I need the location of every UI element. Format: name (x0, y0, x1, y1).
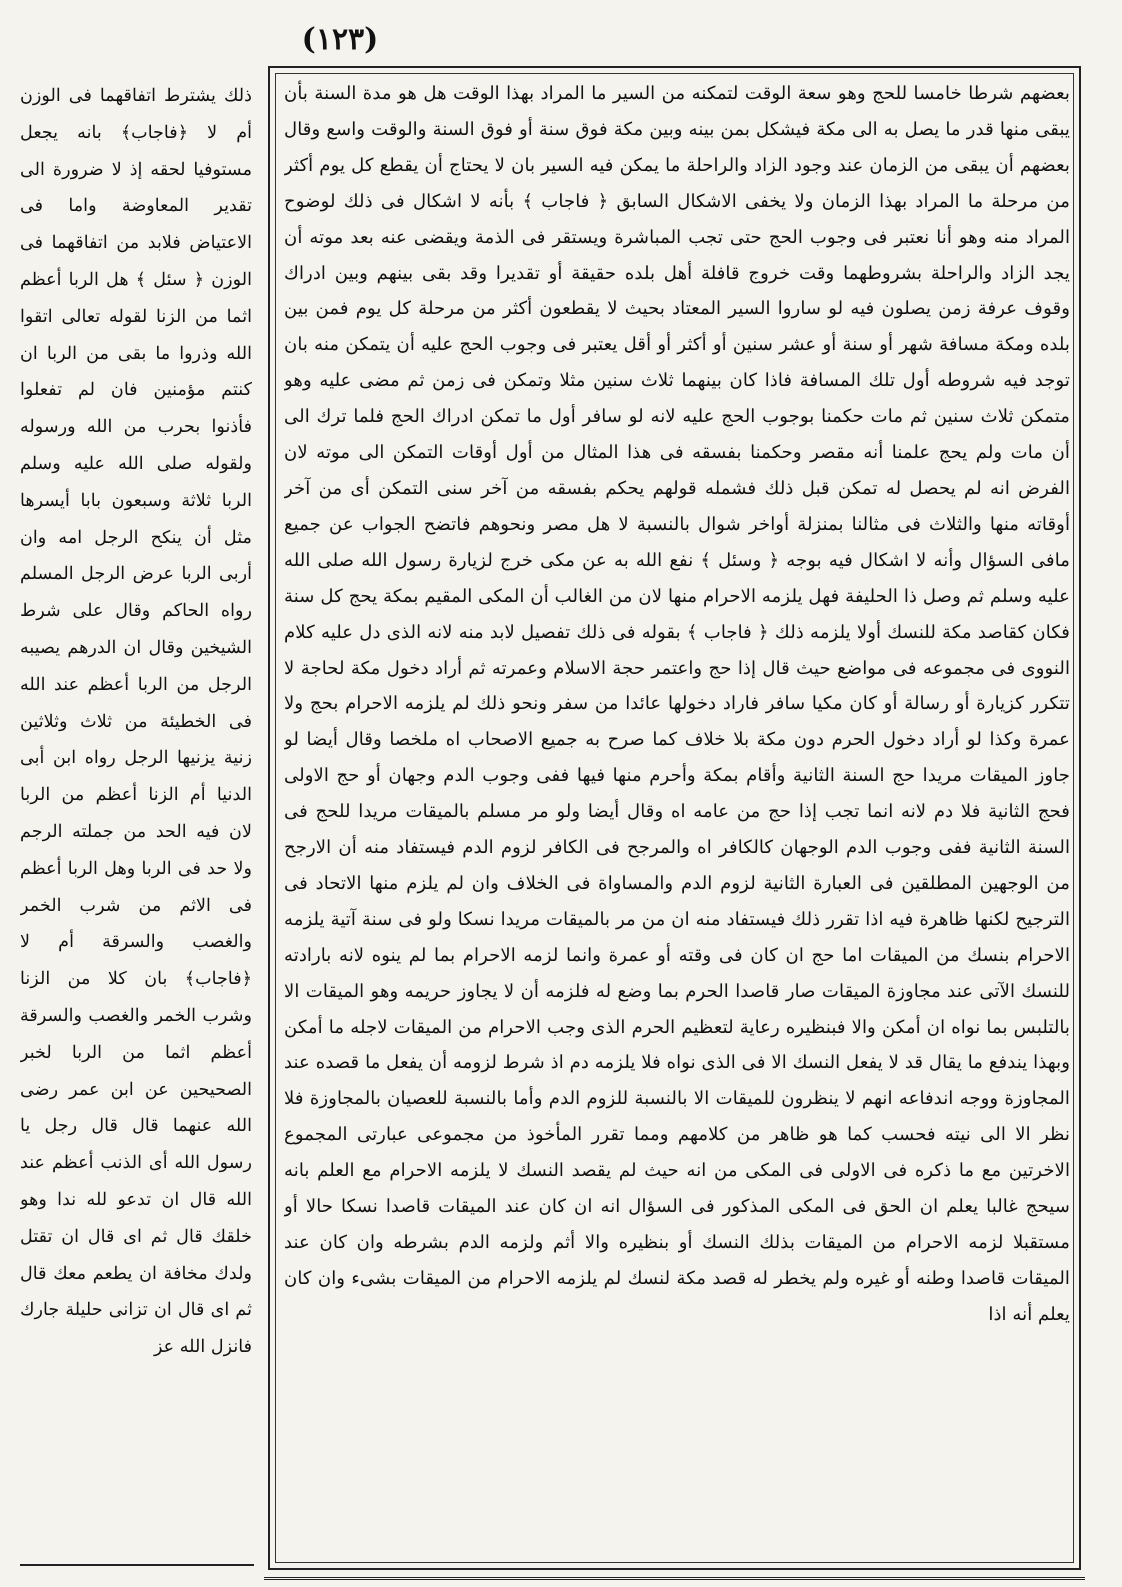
side-column-text: ذلك يشترط اتفاقهما فى الوزن أم لا ﴿فاجاب﴾ بانه يجعل مستوفيا لحقه إذ لا ضرورة الى تقدير المعاوضة واما فى الاعتياض فلابد من اتفاقهما فى الوزن ﴿ سئل ﴾ هل الربا أعظم اثما من الزنا لقوله تعالى اتقوا الله وذروا ما بقى من الربا ان كنتم مؤمنين فان لم تفعلوا فأذنوا بحرب من الله ورسوله ولقوله صلى الله عليه وسلم الربا ثلاثة وسبعون بابا أيسرها مثل أن ينكح الرجل امه وان أربى الربا عرض الرجل المسلم رواه الحاكم وقال على شرط الشيخين وقال ان الدرهم يصيبه الرجل من الربا أعظم عند الله فى الخطيئة من ثلاث وثلاثين زنية يزنيها الرجل رواه ابن أبى الدنيا أم الزنا أعظم من الربا لان فيه الحد من جملته الرجم ولا حد فى الربا وهل الربا أعظم فى الاثم من شرب الخمر والغصب والسرقة أم لا ﴿فاجاب﴾ بان كلا من الزنا وشرب الخمر والغصب والسرقة أعظم اثما من الربا لخبر الصحيحين عن ابن عمر رضى الله عنهما قال قال رجل يا رسول الله أى الذنب أعظم عند الله قال ان تدعو لله ندا وهو خلقك قال ثم اى قال ان تقتل ولدك مخافة ان يطعم معك قال ثم اى قال ان تزانى حليلة جارك فانزل الله عز (20, 86, 252, 1358)
main-column-text: بعضهم شرطا خامسا للحج وهو سعة الوقت لتمكنه من السير ما المراد بهذا الوقت هل هو مدة السنة بأن يبقى منها قدر ما يصل به الى مكة فيشكل بمن بينه وبين مكة فوق سنة أو فوق السنة والوقت واسع وقال بعضهم أن يبقى من الزمان عند وجود الزاد والراحلة ما يمكن فيه السير بان لا يحتاج أن يقطع كل يوم أكثر من مرحلة ما المراد بهذا الزمان ولا يخفى الاشكال السابق ﴿ فاجاب ﴾ بأنه لا اشكال فى ذلك لوضوح المراد منه وهو أنا نعتبر فى وجوب الحج حتى تجب المباشرة ويستقر فى الذمة ويقضى عنه بعد موته أن يجد الزاد والراحلة بشروطهما وقت خروج قافلة أهل بلده حقيقة أو تقديرا وقد بقى بينهم وبين ادراك وقوف عرفة زمن يصلون فيه لو ساروا السير المعتاد بحيث لا يقطعون أكثر من مرحلة كل يوم فمن بين بلده ومكة مسافة شهر أو سنة أو عشر سنين أو أكثر أو أقل يعتبر فى وجوب الحج عليه أن يتمكن منه بان توجد فيه شروطه أول تلك المسافة فاذا كان بينهما ثلاث سنين مثلا وتمكن فى زمن ثم مضى عليه وهو متمكن ثلاث سنين ثم مات حكمنا بوجوب الحج عليه لانه لو سافر أول ما تمكن ادراك الحج فلما ترك الى أن مات ولم يحج علمنا أنه مقصر وحكمنا بفسقه فى هذا المثال من أول أوقات التمكن الى موته لان الفرض انه لم يحصل له تمكن قبل ذلك فشمله قولهم يحكم بفسقه من آخر سنى التمكن أى من آخر أوقاته منها والثلاث فى مثالنا بمنزلة أواخر شوال بالنسبة لا هل مصر ونحوهم فاتضح الجواب عن جميع مافى السؤال وأنه لا اشكال فيه بوجه ﴿ وسئل ﴾ نفع الله به عن مكى خرج لزيارة رسول الله صلى الله عليه وسلم ثم وصل ذا الحليفة فهل يلزمه الاحرام منها لان من الغالب أن المكى المقيم بمكة يحج كل سنة فكان كقاصد مكة للنسك أولا يلزمه ذلك ﴿ فاجاب ﴾ بقوله فى ذلك تفصيل لابد منه لانه الذى دل عليه كلام النووى فى مجموعه فى مواضع حيث قال إذا حج واعتمر حجة الاسلام وعمرته ثم أراد دخول مكة لحاجة لا تتكرر كزيارة أو رسالة أو كان مكيا سافر فاراد دخولها عائدا من سفر ونحو ذلك لم يلزمه الاحرام بحج ولا عمرة وكذا لو أراد دخول الحرم دون مكة بلا خلاف كما صرح به جميع الاصحاب اه ملخصا وقال أيضا لو جاوز الميقات مريدا حج السنة الثانية وأقام بمكة وأحرم منها فيها ففى وجوب الدم وجهان أو حج الاولى فحج الثانية فلا دم لانه انما تجب إذا حج من عامه اه وقال أيضا ولو مر مسلم بالميقات مريدا للحج فى السنة الثانية ففى وجوب الدم الوجهان كالكافر اه والمرجح فى الكافر لزوم الدم فيستفاد منه أن الارجح من الوجهين المطلقين فى العبارة الثانية لزوم الدم والمساواة فى الخلاف وان لم يلزم منها الاتحاد فى الترجيح لكنها ظاهرة فيه اذا تقرر ذلك فيستفاد منه ان من مر بالميقات مريدا نسكا ولو فى سنة آتية يلزمه الاحرام بنسك من الميقات اما حج ان كان فى وقته أو عمرة وانما لزمه الاحرام بما لم ينوه لانه بارادته للنسك الآتى عند مجاوزة الميقات صار قاصدا الحرم بما وضع له فلزمه أن لا يجاوز حريمه وهو الميقات الا بالتلبس بما نواه ان أمكن والا فبنظيره رعاية لتعظيم الحرم الذى وجب الاحرام من الميقات لاجله ما أمكن وبهذا يندفع ما يقال قد لا يفعل النسك الا فى الذى نواه فلا يلزمه دم اذ شرط لزومه أن يفعل ما قصده عند المجاوزة ووجه اندفاعه انهم لا ينظرون للميقات الا بالنسبة للزوم الدم وأما بالنسبة للعصيان بالمجاوزة فلا نظر الا الى نيته فحسب كما هو ظاهر من كلامهم ومما تقرر المأخوذ من مجموعى عبارتى المجموع الاخرتين مع ما ذكره فى الاولى فى المكى من انه حيث لم يقصد النسك لا يلزمه الاحرام مع العلم بانه سيحج غالبا يعلم ان الحق فى المكى المذكور فى السؤال انه ان كان عند الميقات قاصدا نسكا حالا أو مستقبلا لزمه الاحرام من الميقات بذلك النسك أو بنظيره والا أثم ولزمه الدم بشرطه وان كان عند الميقات قاصدا وطنه أو غيره ولم يخطر له قصد مكة لنسك لم يلزمه الاحرام من الميقات بشىء وان كان يعلم أنه اذا (284, 83, 1070, 1325)
side-column (20, 78, 252, 1562)
page-number: (١٢٣) (301, 22, 379, 57)
side-column-rule (20, 1564, 254, 1566)
main-column (284, 76, 1070, 1550)
